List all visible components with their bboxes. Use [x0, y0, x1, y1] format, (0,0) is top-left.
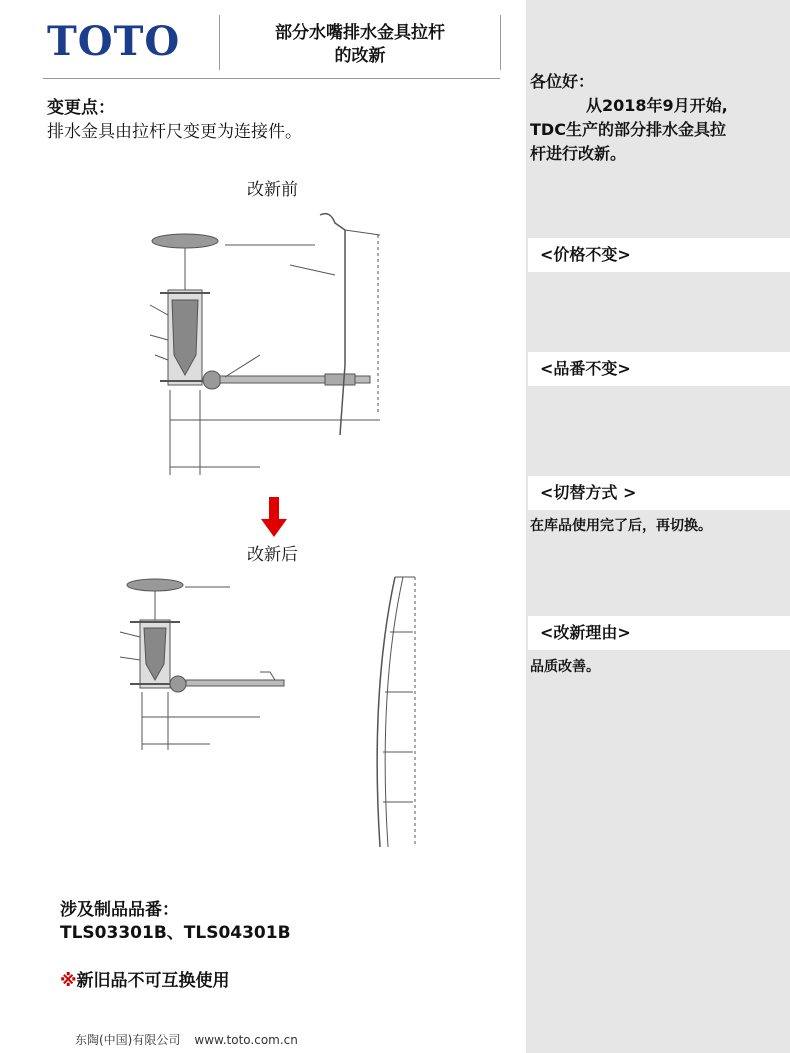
title-line-2: 的改新 [334, 46, 386, 66]
products-list: TLS03301B、TLS04301B [60, 923, 291, 943]
section-heading-price: <价格不变> [528, 238, 790, 272]
warning-mark: ※ [60, 971, 77, 991]
change-description: 排水金具由拉杆尺变更为连接件。 [47, 122, 302, 142]
before-label: 改新前 [247, 180, 298, 200]
header-divider [219, 15, 220, 70]
section-heading-switch-method: <切替方式 > [528, 476, 790, 510]
footer-website[interactable]: www.toto.com.cn [194, 1033, 298, 1047]
notice-line-1: 从2018年9月开始, [586, 96, 728, 115]
change-heading: 变更点： [47, 98, 115, 118]
toto-logo: TOTO [47, 18, 181, 65]
section-text-switch-method: 在库品使用完了后，再切换。 [530, 518, 712, 534]
document-title [230, 22, 490, 68]
footer-company: 东陶(中国)有限公司 [75, 1033, 181, 1047]
notice-line-3: 杆进行改新。 [530, 144, 627, 163]
section-heading-reason: <改新理由> [528, 616, 790, 650]
down-arrow-icon [259, 497, 289, 539]
warning-note [60, 966, 230, 991]
header-divider-right [500, 15, 501, 70]
notice-line-2: TDC生产的部分排水金具拉 [530, 120, 726, 139]
header-rule [43, 78, 500, 79]
before-drawing [140, 205, 400, 485]
products-heading: 涉及制品品番： [60, 900, 179, 920]
section-heading-product-number: <品番不变> [528, 352, 790, 386]
title-line-1: 部分水嘴排水金具拉杆 [275, 23, 445, 43]
warning-text: 新旧品不可互换使用 [76, 971, 230, 991]
after-rod-drawing [365, 572, 425, 852]
notice-text [530, 70, 785, 166]
section-text-reason: 品质改善。 [530, 659, 600, 675]
after-label: 改新后 [247, 545, 298, 565]
footer [75, 1031, 298, 1048]
notice-greeting: 各位好： [530, 72, 595, 91]
after-drawing [110, 572, 300, 757]
